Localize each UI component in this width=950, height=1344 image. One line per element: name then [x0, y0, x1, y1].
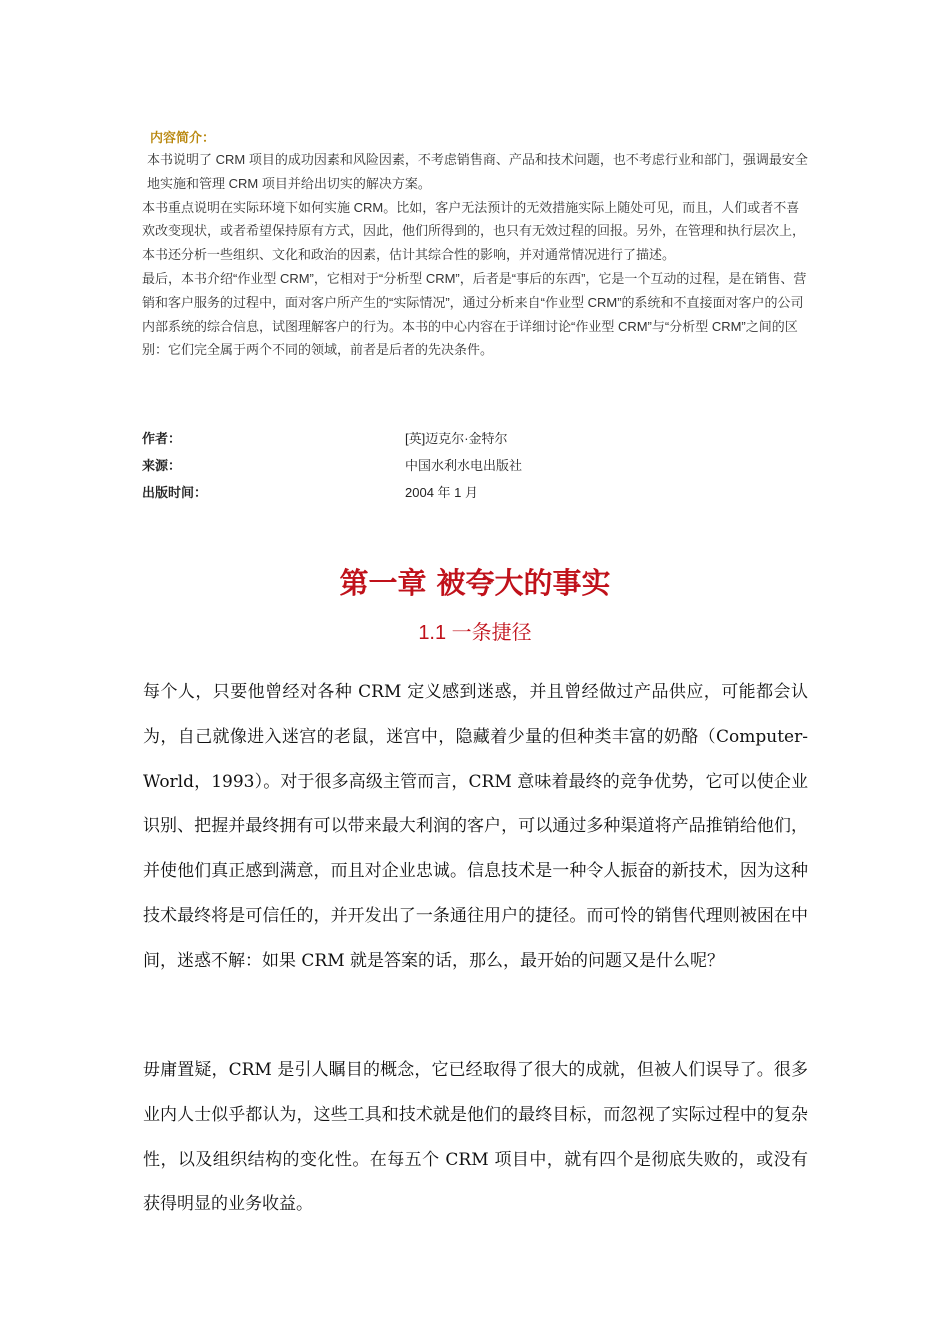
book-meta [142, 428, 642, 509]
intro-paragraph: 本书说明了 CRM 项目的成功因素和风险因素，不考虑销售商、产品和技术问题，也不考虑行业和部门，强调最安全地实施和管理 CRM 项目并给出切实的解决方案。 [147, 152, 808, 191]
author-label: 作者： [142, 431, 182, 446]
meta-source-row [142, 455, 642, 482]
intro-section [142, 128, 810, 362]
source-label: 来源： [142, 458, 182, 473]
source-value: 中国水利水电出版社 [405, 458, 523, 473]
date-value: 2004 年 1 月 [405, 485, 478, 500]
date-label: 出版时间： [142, 485, 208, 500]
chapter-title: 第一章 被夸大的事实 [339, 566, 611, 600]
body-paragraph: 每个人，只要他曾经对各种 CRM 定义感到迷惑，并且曾经做过产品供应，可能都会认为，自己就像进入迷宫的老鼠，迷宫中，隐藏着少量的但种类丰富的奶酪（Computer-World，1993）。对于很多高级主管而言，CRM 意味着最终的竞争优势，它可以使企业识别、把握并最终拥有可以带来最大利润的客户，可以通过多种渠道将产品推销给他们，并使他们真正感到满意，而且对企业忠诚。信息技术是一种令人振奋的新技术，因为这种技术最终将是可信任的，并开发出了一条通往用户的捷径。而可怜的销售代理则被困在中间，迷惑不解：如果 CRM 就是答案的话，那么，最开始的问题又是什么呢？ [143, 682, 808, 971]
intro-paragraph: 最后，本书介绍“作业型 CRM”，它相对于“分析型 CRM”，后者是“事后的东西”，它是一个互动的过程，是在销售、营销和客户服务的过程中，面对客户所产生的“实际情况”，通过分析来自“作业型 CRM”的系统和不直接面对客户的公司内部系统的综合信息，试图理解客户的行为。本书的中心内容在于详细讨论“作业型 CRM”与“分析型 CRM”之间的区别：它们完全属于两个不同的领域，前者是后者的先决条件。 [142, 270, 807, 358]
intro-paragraph: 本书重点说明在实际环境下如何实施 CRM。比如，客户无法预计的无效措施实际上随处可见，而且，人们或者不喜欢改变现状，或者希望保持原有方式，因此，他们所得到的，也只有无效过程的回报。另外，在管理和执行层次上，本书还分析一些组织、文化和政治的因素，估计其综合性的影响，并对通常情况进行了描述。 [142, 199, 806, 263]
section-title: 1.1 一条捷径 [418, 622, 532, 644]
meta-date-row [142, 482, 642, 509]
meta-author-row [142, 428, 642, 455]
author-value: [英]迈克尔·金特尔 [405, 431, 508, 446]
body-paragraph: 毋庸置疑，CRM 是引人瞩目的概念，它已经取得了很大的成就，但被人们误导了。很多业内人士似乎都认为，这些工具和技术就是他们的最终目标，而忽视了实际过程中的复杂性，以及组织结构的变化性。在每五个 CRM 项目中，就有四个是彻底失败的，或没有获得明显的业务收益。 [143, 1060, 808, 1215]
intro-heading: 内容简介： [150, 130, 216, 145]
